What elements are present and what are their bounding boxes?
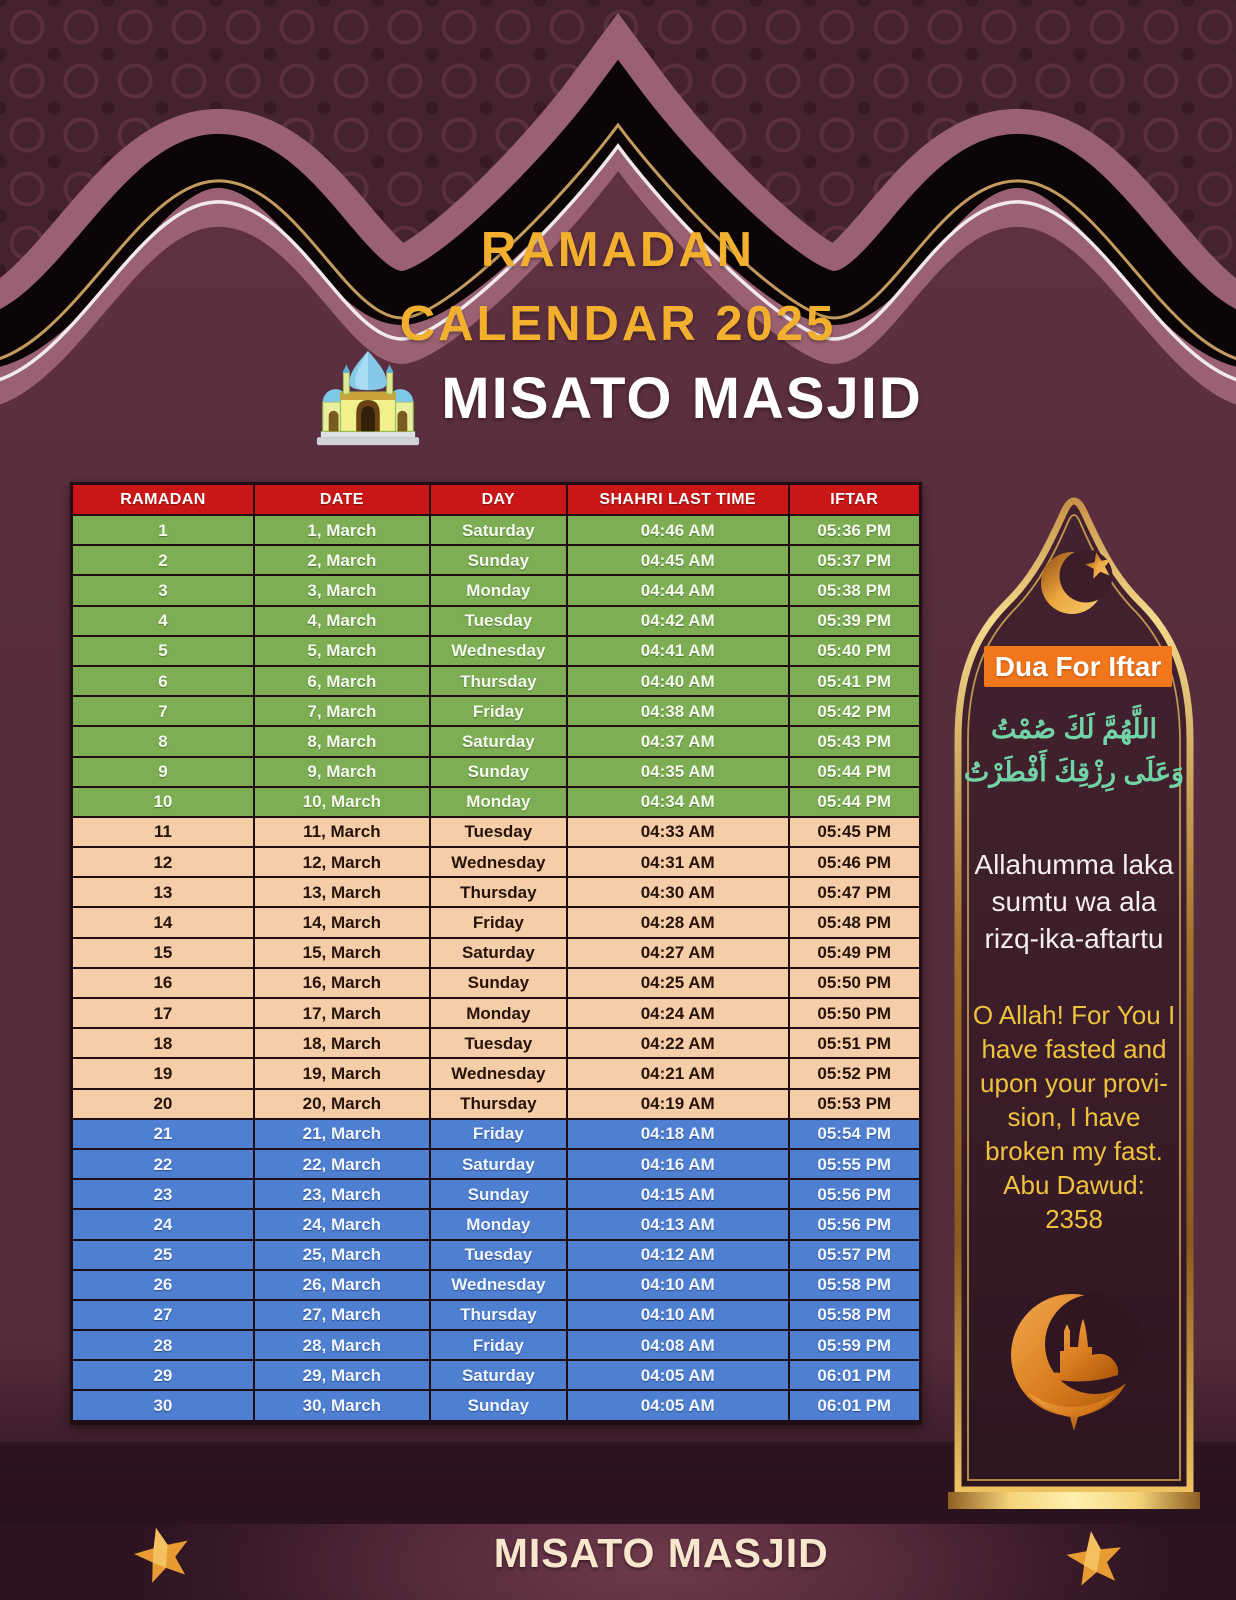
cell-ramadan: 26 [73, 1271, 255, 1301]
cell-ramadan: 7 [73, 697, 255, 727]
cell-day: Monday [431, 576, 568, 606]
cell-shahri-last-time: 04:44 AM [568, 576, 790, 606]
cell-ramadan: 22 [73, 1150, 255, 1180]
cell-iftar: 05:53 PM [790, 1090, 919, 1120]
translation-text [968, 998, 1180, 1236]
cell-iftar: 05:44 PM [790, 758, 919, 788]
cell-day: Thursday [431, 1090, 568, 1120]
hadith-reference: Abu Dawud: [1003, 1170, 1145, 1200]
cell-iftar: 05:39 PM [790, 607, 919, 637]
cell-day: Thursday [431, 667, 568, 697]
cell-ramadan: 5 [73, 637, 255, 667]
masjid-title: MISATO MASJID [441, 365, 923, 431]
cell-date: 13, March [255, 878, 431, 908]
cell-date: 7, March [255, 697, 431, 727]
cell-day: Wednesday [431, 848, 568, 878]
cell-day: Wednesday [431, 1271, 568, 1301]
table-row [73, 697, 919, 727]
translation-line: upon your provi- [980, 1068, 1168, 1098]
cell-date: 10, March [255, 788, 431, 818]
cell-shahri-last-time: 04:22 AM [568, 1029, 790, 1059]
cell-iftar: 05:38 PM [790, 576, 919, 606]
dua-title-badge: Dua For Iftar [984, 646, 1172, 687]
cell-iftar: 05:55 PM [790, 1150, 919, 1180]
cell-iftar: 05:47 PM [790, 878, 919, 908]
cell-date: 18, March [255, 1029, 431, 1059]
cell-date: 1, March [255, 516, 431, 546]
cell-ramadan: 8 [73, 727, 255, 757]
cell-ramadan: 30 [73, 1391, 255, 1421]
table-row [73, 576, 919, 606]
table-row [73, 727, 919, 757]
cell-iftar: 06:01 PM [790, 1391, 919, 1421]
table-row [73, 1391, 919, 1421]
table-row [73, 1331, 919, 1361]
table-row [73, 908, 919, 938]
cell-day: Wednesday [431, 637, 568, 667]
table-row [73, 546, 919, 576]
cell-iftar: 05:40 PM [790, 637, 919, 667]
column-header-ramadan: RAMADAN [73, 485, 255, 516]
table-row [73, 1120, 919, 1150]
cell-date: 20, March [255, 1090, 431, 1120]
cell-date: 19, March [255, 1059, 431, 1089]
cell-ramadan: 25 [73, 1241, 255, 1271]
cell-ramadan: 14 [73, 908, 255, 938]
cell-shahri-last-time: 04:24 AM [568, 999, 790, 1029]
cell-day: Friday [431, 908, 568, 938]
arabic-line-1: اللَّهُمَّ لَكَ صُمْتُ [990, 714, 1158, 744]
cell-date: 4, March [255, 607, 431, 637]
table-row [73, 878, 919, 908]
transliteration-text [958, 846, 1190, 957]
cell-date: 8, March [255, 727, 431, 757]
cell-date: 11, March [255, 818, 431, 848]
cell-shahri-last-time: 04:34 AM [568, 788, 790, 818]
hadith-reference-number: 2358 [1045, 1204, 1103, 1234]
cell-date: 29, March [255, 1361, 431, 1391]
table-row [73, 667, 919, 697]
cell-shahri-last-time: 04:27 AM [568, 939, 790, 969]
cell-ramadan: 19 [73, 1059, 255, 1089]
cell-iftar: 05:48 PM [790, 908, 919, 938]
cell-ramadan: 12 [73, 848, 255, 878]
cell-shahri-last-time: 04:19 AM [568, 1090, 790, 1120]
footer-star-right-icon [1063, 1528, 1127, 1592]
cell-shahri-last-time: 04:21 AM [568, 1059, 790, 1089]
cell-shahri-last-time: 04:33 AM [568, 818, 790, 848]
cell-shahri-last-time: 04:31 AM [568, 848, 790, 878]
cell-day: Monday [431, 788, 568, 818]
cell-day: Tuesday [431, 607, 568, 637]
cell-iftar: 05:54 PM [790, 1120, 919, 1150]
cell-date: 9, March [255, 758, 431, 788]
arabic-line-2: وَعَلَى رِزْقِكَ أَفْطَرْتُ [963, 757, 1185, 787]
cell-iftar: 05:52 PM [790, 1059, 919, 1089]
cell-day: Friday [431, 1331, 568, 1361]
transliteration-line: sumtu wa ala [991, 886, 1157, 917]
cell-shahri-last-time: 04:38 AM [568, 697, 790, 727]
cell-date: 6, March [255, 667, 431, 697]
column-header-shahri: SHAHRI LAST TIME [568, 485, 790, 516]
cell-shahri-last-time: 04:42 AM [568, 607, 790, 637]
cell-shahri-last-time: 04:12 AM [568, 1241, 790, 1271]
cell-shahri-last-time: 04:05 AM [568, 1361, 790, 1391]
table-row [73, 637, 919, 667]
cell-iftar: 05:42 PM [790, 697, 919, 727]
cell-ramadan: 4 [73, 607, 255, 637]
table-row [73, 1241, 919, 1271]
cell-shahri-last-time: 04:45 AM [568, 546, 790, 576]
column-header-day: DAY [431, 485, 568, 516]
calendar-table [70, 482, 922, 1425]
cell-day: Friday [431, 1120, 568, 1150]
cell-date: 3, March [255, 576, 431, 606]
ramadan-title: RAMADAN [480, 223, 756, 277]
cell-date: 16, March [255, 969, 431, 999]
table-row [73, 1180, 919, 1210]
cell-date: 23, March [255, 1180, 431, 1210]
cell-date: 14, March [255, 908, 431, 938]
table-row [73, 607, 919, 637]
cell-day: Saturday [431, 727, 568, 757]
cell-iftar: 05:59 PM [790, 1331, 919, 1361]
table-row [73, 1090, 919, 1120]
cell-day: Thursday [431, 878, 568, 908]
cell-date: 2, March [255, 546, 431, 576]
cell-ramadan: 9 [73, 758, 255, 788]
table-row [73, 1059, 919, 1089]
cell-shahri-last-time: 04:10 AM [568, 1301, 790, 1331]
cell-day: Tuesday [431, 1241, 568, 1271]
translation-line: sion, I have [1007, 1102, 1141, 1132]
cell-ramadan: 20 [73, 1090, 255, 1120]
cell-ramadan: 18 [73, 1029, 255, 1059]
cell-iftar: 05:49 PM [790, 939, 919, 969]
table-body [73, 516, 919, 1422]
cell-date: 12, March [255, 848, 431, 878]
table-row [73, 1029, 919, 1059]
cell-shahri-last-time: 04:28 AM [568, 908, 790, 938]
table-row [73, 999, 919, 1029]
cell-shahri-last-time: 04:46 AM [568, 516, 790, 546]
cell-day: Sunday [431, 1391, 568, 1421]
cell-date: 26, March [255, 1271, 431, 1301]
cell-iftar: 05:58 PM [790, 1301, 919, 1331]
column-header-iftar: IFTAR [790, 485, 919, 516]
mosque-icon [313, 348, 423, 448]
cell-ramadan: 2 [73, 546, 255, 576]
cell-ramadan: 28 [73, 1331, 255, 1361]
cell-shahri-last-time: 04:37 AM [568, 727, 790, 757]
arabic-dua-text [956, 708, 1192, 794]
cell-date: 21, March [255, 1120, 431, 1150]
masjid-title-row [0, 348, 1236, 448]
table-row [73, 969, 919, 999]
table-row [73, 516, 919, 546]
cell-day: Tuesday [431, 818, 568, 848]
cell-iftar: 05:50 PM [790, 999, 919, 1029]
cell-ramadan: 23 [73, 1180, 255, 1210]
cell-ramadan: 24 [73, 1210, 255, 1240]
cell-date: 30, March [255, 1391, 431, 1421]
cell-shahri-last-time: 04:30 AM [568, 878, 790, 908]
cell-date: 25, March [255, 1241, 431, 1271]
cell-day: Saturday [431, 1361, 568, 1391]
table-row [73, 758, 919, 788]
cell-day: Saturday [431, 939, 568, 969]
cell-shahri-last-time: 04:15 AM [568, 1180, 790, 1210]
table-row [73, 1150, 919, 1180]
cell-date: 5, March [255, 637, 431, 667]
cell-ramadan: 1 [73, 516, 255, 546]
cell-shahri-last-time: 04:05 AM [568, 1391, 790, 1421]
cell-iftar: 05:51 PM [790, 1029, 919, 1059]
table-row [73, 1301, 919, 1331]
cell-day: Wednesday [431, 1059, 568, 1089]
cell-iftar: 05:56 PM [790, 1210, 919, 1240]
cell-ramadan: 27 [73, 1301, 255, 1331]
cell-iftar: 05:36 PM [790, 516, 919, 546]
dua-sidebar [948, 478, 1200, 1513]
cell-date: 17, March [255, 999, 431, 1029]
table-row [73, 788, 919, 818]
footer-masjid-name: MISATO MASJID [493, 1530, 829, 1576]
cell-iftar: 05:58 PM [790, 1271, 919, 1301]
table-row [73, 848, 919, 878]
cell-ramadan: 17 [73, 999, 255, 1029]
cell-day: Sunday [431, 758, 568, 788]
cell-day: Saturday [431, 516, 568, 546]
cell-day: Monday [431, 1210, 568, 1240]
sidebar-content [948, 478, 1200, 1513]
column-header-date: DATE [255, 485, 431, 516]
cell-iftar: 05:43 PM [790, 727, 919, 757]
cell-ramadan: 16 [73, 969, 255, 999]
cell-date: 24, March [255, 1210, 431, 1240]
cell-day: Sunday [431, 546, 568, 576]
cell-date: 22, March [255, 1150, 431, 1180]
cell-day: Saturday [431, 1150, 568, 1180]
cell-day: Sunday [431, 969, 568, 999]
cell-ramadan: 6 [73, 667, 255, 697]
cell-iftar: 05:45 PM [790, 818, 919, 848]
table-row [73, 818, 919, 848]
cell-shahri-last-time: 04:08 AM [568, 1331, 790, 1361]
cell-ramadan: 29 [73, 1361, 255, 1391]
cell-shahri-last-time: 04:25 AM [568, 969, 790, 999]
cell-ramadan: 15 [73, 939, 255, 969]
cell-iftar: 05:56 PM [790, 1180, 919, 1210]
cell-iftar: 06:01 PM [790, 1361, 919, 1391]
cell-ramadan: 21 [73, 1120, 255, 1150]
cell-date: 27, March [255, 1301, 431, 1331]
transliteration-line: rizq-ika-aftartu [984, 923, 1164, 954]
cell-ramadan: 11 [73, 818, 255, 848]
translation-line: broken my fast. [985, 1136, 1163, 1166]
cell-iftar: 05:57 PM [790, 1241, 919, 1271]
cell-shahri-last-time: 04:18 AM [568, 1120, 790, 1150]
cell-iftar: 05:50 PM [790, 969, 919, 999]
translation-line: O Allah! For You I [972, 1000, 1176, 1030]
calendar-year-title: CALENDAR 2025 [399, 297, 837, 351]
cell-shahri-last-time: 04:13 AM [568, 1210, 790, 1240]
cell-day: Tuesday [431, 1029, 568, 1059]
cell-shahri-last-time: 04:10 AM [568, 1271, 790, 1301]
table-row [73, 1361, 919, 1391]
cell-day: Monday [431, 999, 568, 1029]
translation-line: have fasted and [981, 1034, 1167, 1064]
cell-shahri-last-time: 04:41 AM [568, 637, 790, 667]
table-row [73, 1271, 919, 1301]
cell-ramadan: 13 [73, 878, 255, 908]
cell-iftar: 05:37 PM [790, 546, 919, 576]
table-row [73, 1210, 919, 1240]
cell-day: Sunday [431, 1180, 568, 1210]
cell-ramadan: 3 [73, 576, 255, 606]
footer-star-left-icon [131, 1524, 195, 1588]
table-row [73, 939, 919, 969]
cell-shahri-last-time: 04:16 AM [568, 1150, 790, 1180]
cell-day: Thursday [431, 1301, 568, 1331]
cell-date: 28, March [255, 1331, 431, 1361]
cell-shahri-last-time: 04:40 AM [568, 667, 790, 697]
cell-shahri-last-time: 04:35 AM [568, 758, 790, 788]
cell-date: 15, March [255, 939, 431, 969]
cell-iftar: 05:46 PM [790, 848, 919, 878]
table-header-row [73, 485, 919, 516]
transliteration-line: Allahumma laka [974, 849, 1174, 880]
cell-day: Friday [431, 697, 568, 727]
cell-iftar: 05:41 PM [790, 667, 919, 697]
cell-ramadan: 10 [73, 788, 255, 818]
cell-iftar: 05:44 PM [790, 788, 919, 818]
